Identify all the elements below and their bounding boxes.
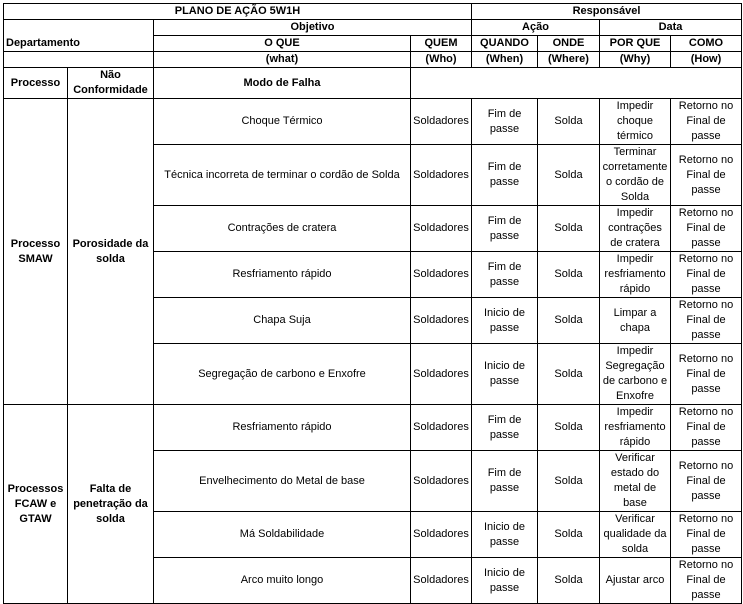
onde-cell: Solda [538,99,600,145]
empty-cell [4,52,154,68]
onde-header: ONDE [538,36,600,52]
onde-cell: Solda [538,344,600,405]
modo-falha-cell: Arco muito longo [154,558,411,604]
quando-cell: Inicio de passe [472,558,538,604]
como-cell: Retorno no Final de passe [671,558,742,604]
modo-falha-cell: Técnica incorreta de terminar o cordão de Solda [154,145,411,206]
onde-cell: Solda [538,145,600,206]
quando-cell: Fim de passe [472,145,538,206]
quando-cell: Fim de passe [472,252,538,298]
quem-cell: Soldadores [411,99,472,145]
quando-cell: Fim de passe [472,99,538,145]
modo-falha-cell: Choque Térmico [154,99,411,145]
como-cell: Retorno no Final de passe [671,405,742,451]
como-cell: Retorno no Final de passe [671,99,742,145]
modo-falha-cell: Segregação de carbono e Enxofre [154,344,411,405]
como-cell: Retorno no Final de passe [671,344,742,405]
quem-cell: Soldadores [411,344,472,405]
quem-cell: Soldadores [411,405,472,451]
como-header: COMO [671,36,742,52]
quem-cell: Soldadores [411,558,472,604]
quando-cell: Inicio de passe [472,298,538,344]
how-header: (How) [671,52,742,68]
modo-falha-header: Modo de Falha [154,68,411,99]
table-row [4,99,742,145]
onde-cell: Solda [538,451,600,512]
quem-cell: Soldadores [411,512,472,558]
onde-cell: Solda [538,512,600,558]
empty-cell [411,68,742,99]
modo-falha-cell: Chapa Suja [154,298,411,344]
por-que-cell: Limpar a chapa [600,298,671,344]
por-que-cell: Impedir resfriamento rápido [600,252,671,298]
why-header: (Why) [600,52,671,68]
por-que-cell: Terminar corretamente o cordão de Solda [600,145,671,206]
processo-header: Processo [4,68,68,99]
when-header: (When) [472,52,538,68]
what-header: (what) [154,52,411,68]
plan-title: PLANO DE AÇÃO 5W1H [4,4,472,20]
quando-cell: Inicio de passe [472,344,538,405]
como-cell: Retorno no Final de passe [671,451,742,512]
acao-header: Ação [472,20,600,36]
section-header-row [4,68,742,99]
group-header-row [4,20,742,36]
como-cell: Retorno no Final de passe [671,206,742,252]
como-cell: Retorno no Final de passe [671,145,742,206]
nao-conformidade-cell: Porosidade da solda [68,99,154,405]
modo-falha-cell: Contrações de cratera [154,206,411,252]
como-cell: Retorno no Final de passe [671,512,742,558]
por-que-cell: Impedir Segregação de carbono e Enxofre [600,344,671,405]
processo-cell: Processo SMAW [4,99,68,405]
onde-cell: Solda [538,206,600,252]
action-plan-table [3,3,742,604]
quem-cell: Soldadores [411,145,472,206]
quando-cell: Fim de passe [472,405,538,451]
action-plan-sheet [3,3,741,604]
title-row [4,4,742,20]
quem-cell: Soldadores [411,298,472,344]
column-header-row [4,36,742,52]
modo-falha-cell: Má Soldabilidade [154,512,411,558]
quem-header: QUEM [411,36,472,52]
modo-falha-cell: Resfriamento rápido [154,252,411,298]
onde-cell: Solda [538,405,600,451]
nao-conformidade-header: Não Conformidade [68,68,154,99]
por-que-cell: Verificar qualidade da solda [600,512,671,558]
english-header-row [4,52,742,68]
processo-cell: Processos FCAW e GTAW [4,405,68,604]
por-que-header: POR QUE [600,36,671,52]
por-que-cell: Impedir choque térmico [600,99,671,145]
responsavel-header: Responsável [472,4,742,20]
modo-falha-cell: Resfriamento rápido [154,405,411,451]
como-cell: Retorno no Final de passe [671,298,742,344]
onde-cell: Solda [538,298,600,344]
nao-conformidade-cell: Falta de penetração da solda [68,405,154,604]
por-que-cell: Ajustar arco [600,558,671,604]
por-que-cell: Impedir resfriamento rápido [600,405,671,451]
data-header: Data [600,20,742,36]
where-header: (Where) [538,52,600,68]
onde-cell: Solda [538,252,600,298]
o-que-header: O QUE [154,36,411,52]
who-header: (Who) [411,52,472,68]
empty-cell [4,20,154,36]
modo-falha-cell: Envelhecimento do Metal de base [154,451,411,512]
como-cell: Retorno no Final de passe [671,252,742,298]
departamento-header: Departamento [4,36,154,52]
objetivo-header: Objetivo [154,20,472,36]
quando-cell: Fim de passe [472,206,538,252]
onde-cell: Solda [538,558,600,604]
quem-cell: Soldadores [411,206,472,252]
por-que-cell: Impedir contrações de cratera [600,206,671,252]
quando-cell: Fim de passe [472,451,538,512]
table-row [4,405,742,451]
quando-cell: Inicio de passe [472,512,538,558]
por-que-cell: Verificar estado do metal de base [600,451,671,512]
quando-header: QUANDO [472,36,538,52]
quem-cell: Soldadores [411,451,472,512]
quem-cell: Soldadores [411,252,472,298]
